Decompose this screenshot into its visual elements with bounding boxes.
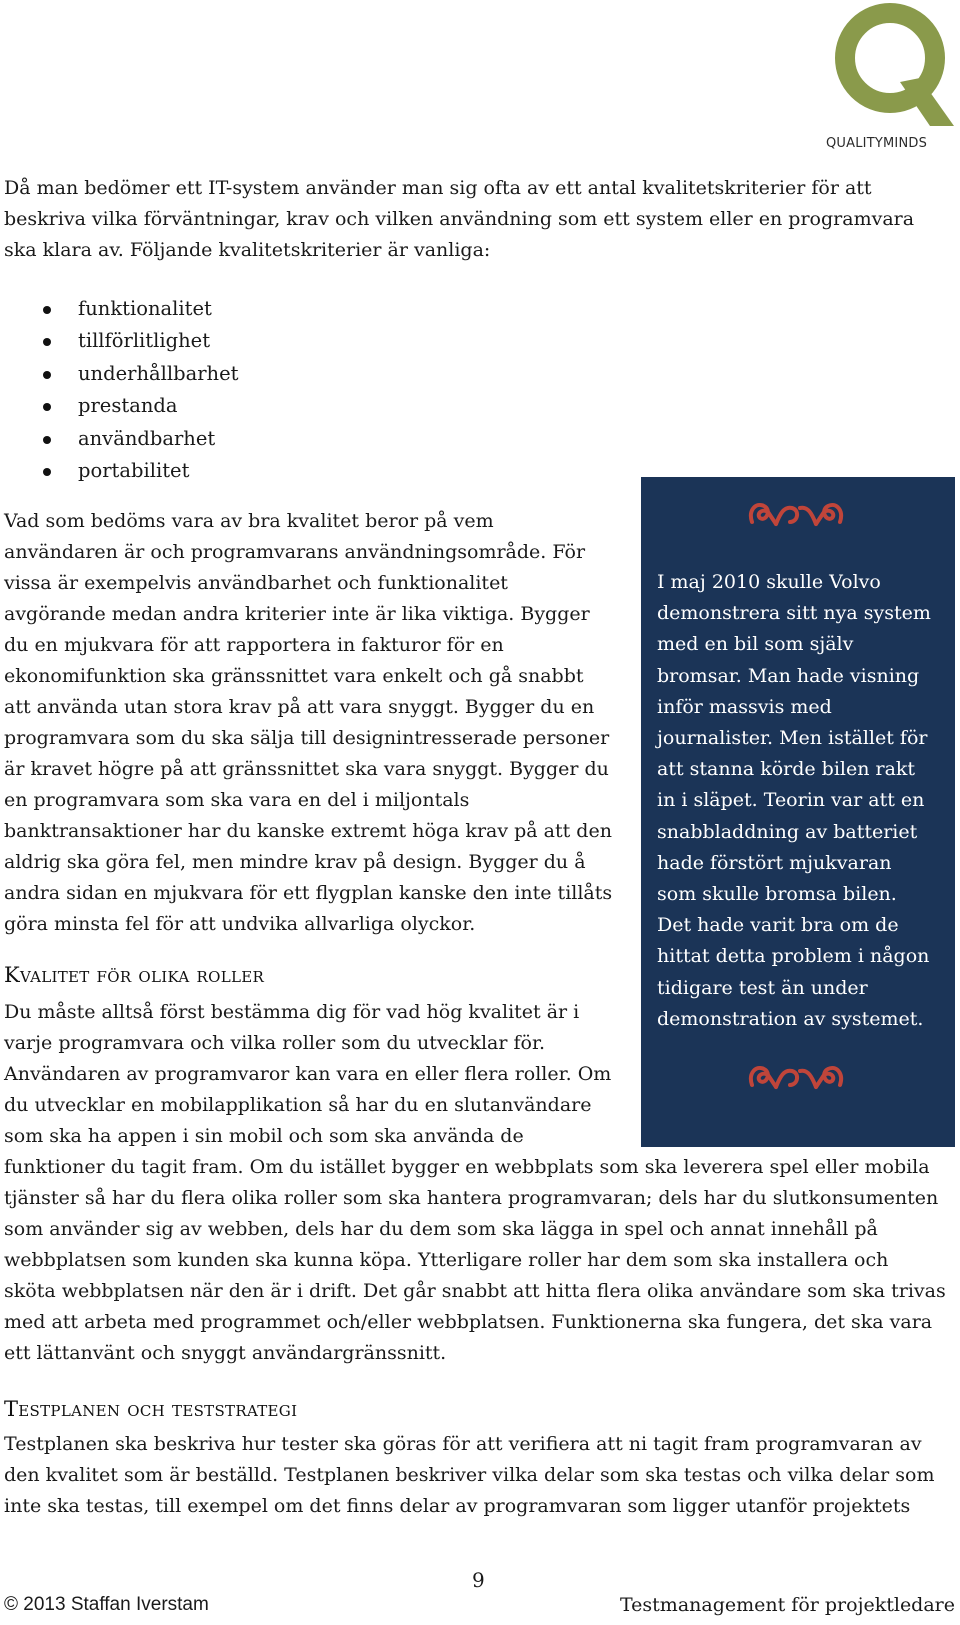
text-line: in i släpet. Teorin var att en: [657, 789, 925, 812]
text-line: vissa är exempelvis användbarhet och funktionalitet: [4, 572, 508, 594]
text-line: du utvecklar en mobilapplikation så har du en slutanvändare: [4, 1094, 592, 1116]
text-line: med en bil som själv: [657, 633, 854, 656]
list-item: portabilitet: [40, 455, 239, 487]
text-line: med att arbeta med programmet och/eller webbplatsen. Funktionerna ska fungera, det ska vara: [4, 1311, 933, 1333]
quality-paragraph: [4, 506, 612, 940]
footer-copyright: © 2013 Staffan Iverstam: [4, 1594, 209, 1615]
text-line: webbplatsen som kunden ska kunna köpa. Ytterligare roller har dem som ska installera och: [4, 1249, 889, 1271]
testplan-paragraph: [4, 1429, 934, 1522]
sidebar-text: [657, 567, 931, 1035]
roles-paragraph-wide: [4, 1152, 946, 1369]
section-heading-testplan: Testplanen och teststrategi: [4, 1397, 298, 1421]
text-line: att stanna körde bilen rakt: [657, 758, 916, 781]
list-item: prestanda: [40, 390, 239, 422]
text-line: hade förstört mjukvaran: [657, 851, 892, 874]
text-line: en programvara som ska vara en del i miljontals: [4, 789, 470, 811]
text-line: ska klara av. Följande kvalitetskriterier är vanliga:: [4, 239, 491, 261]
text-line: är kravet högre på att gränssnittet ska vara snyggt. Bygger du: [4, 758, 609, 780]
text-line: Användaren av programvaror kan vara en eller flera roller. Om: [4, 1063, 612, 1085]
list-item: tillförlitlighet: [40, 325, 239, 357]
text-line: aldrig ska göra fel, men mindre krav på design. Bygger du å: [4, 851, 586, 873]
roles-paragraph-narrow: [4, 997, 611, 1152]
text-line: andra sidan en mjukvara för ett flygplan kanske den inte tillåts: [4, 882, 613, 904]
text-line: tjänster så har du flera olika roller som ska hantera programvaran; dels har du slutkonsumenten: [4, 1187, 939, 1209]
logo-q-mark: [822, 0, 960, 136]
footer-document-title: Testmanagement för projektledare: [619, 1594, 955, 1616]
text-line: snabbladdning av batteriet: [657, 820, 918, 843]
text-line: ett lättanvänt och snyggt användargränssnitt.: [4, 1342, 447, 1364]
text-line: Testplanen ska beskriva hur tester ska göras för att verifiera att ni tagit fram programvaran av: [4, 1433, 922, 1455]
text-line: avgörande medan andra kriterier inte är lika viktiga. Bygger: [4, 603, 590, 625]
bullet-icon: [43, 468, 51, 476]
text-line: demonstrera sitt nya system: [657, 602, 931, 625]
list-item: underhållbarhet: [40, 358, 239, 390]
text-line: att använda utan stora krav på att vara snyggt. Bygger du en: [4, 696, 595, 718]
ornament-bottom-icon: [746, 1059, 846, 1093]
text-line: journalister. Men istället för: [657, 727, 928, 750]
ornament-top-icon: [746, 496, 846, 530]
quality-criteria-list: [40, 293, 239, 487]
text-line: den kvalitet som är beställd. Testplanen beskriver vilka delar som ska testas och vilka delar som: [4, 1464, 935, 1486]
text-line: Vad som bedöms vara av bra kvalitet beror på vem: [4, 510, 494, 532]
logo-wordmark: QUALITYMINDS: [826, 136, 928, 151]
text-line: funktioner du tagit fram. Om du istället bygger en webbplats som ska leverera spel eller mobila: [4, 1156, 930, 1178]
text-line: som ska ha appen i sin mobil och som ska använda de: [4, 1125, 524, 1147]
text-line: bromsar. Man hade visning: [657, 664, 920, 687]
bullet-icon: [43, 436, 51, 444]
text-line: ekonomifunktion ska gränssnittet vara enkelt och gå snabbt: [4, 665, 584, 687]
text-line: som använder sig av webben, dels har du dem som ska lägga in spel och annat innehåll på: [4, 1218, 878, 1240]
text-line: användaren är och programvarans användningsområde. För: [4, 541, 586, 563]
volvo-example-sidebar: [641, 477, 955, 1147]
text-line: programvara som du ska sälja till designintresserade personer: [4, 727, 610, 749]
list-item: funktionalitet: [40, 293, 239, 325]
bullet-icon: [43, 403, 51, 411]
page-number: 9: [472, 1568, 485, 1592]
text-line: I maj 2010 skulle Volvo: [657, 571, 881, 593]
intro-paragraph: [4, 173, 914, 266]
text-line: varje programvara och vilka roller som du utvecklar för.: [4, 1032, 545, 1054]
text-line: Du måste alltså först bestämma dig för vad hög kvalitet är i: [4, 1001, 580, 1023]
bullet-icon: [43, 371, 51, 379]
text-line: som skulle bromsa bilen.: [657, 883, 897, 906]
text-line: hittat detta problem i någon: [657, 945, 930, 968]
text-line: Det hade varit bra om de: [657, 914, 899, 937]
text-line: inför massvis med: [657, 695, 832, 718]
text-line: beskriva vilka förväntningar, krav och vilken användning som ett system eller en programvara: [4, 208, 915, 230]
bullet-icon: [43, 306, 51, 314]
section-heading-roles: Kvalitet för olika roller: [4, 963, 265, 987]
text-line: sköta webbplatsen när den är i drift. Det går snabbt att hitta flera olika användare som ska trivas: [4, 1280, 946, 1302]
text-line: göra minsta fel för att undvika allvarliga olyckor.: [4, 913, 476, 935]
text-line: tidigare test än under: [657, 976, 868, 999]
text-line: du en mjukvara för att rapportera in fakturor för en: [4, 634, 504, 656]
bullet-icon: [43, 338, 51, 346]
text-line: banktransaktioner har du kanske extremt höga krav på att den: [4, 820, 612, 842]
text-line: inte ska testas, till exempel om det finns delar av programvaran som ligger utanför projektets: [4, 1495, 911, 1517]
text-line: Då man bedömer ett IT-system använder man sig ofta av ett antal kvalitetskriterier för att: [4, 177, 872, 199]
list-item: användbarhet: [40, 423, 239, 455]
text-line: demonstration av systemet.: [657, 1007, 924, 1030]
